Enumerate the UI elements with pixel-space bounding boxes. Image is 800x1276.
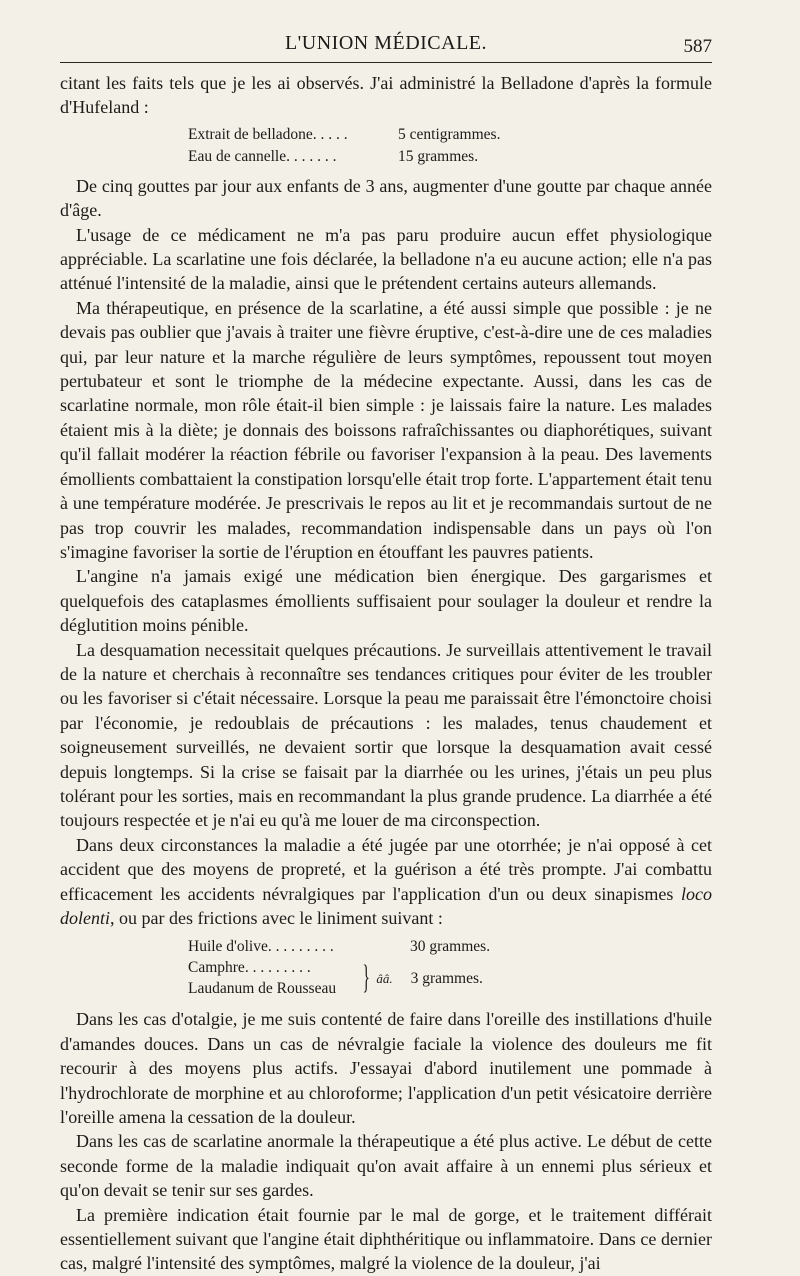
ingredient-dose: 30 grammes. <box>410 938 491 956</box>
ingredient-dose: 15 grammes. <box>398 147 479 165</box>
paragraph-4: Ma thérapeutique, en présence de la scarlatine, a été aussi simple que possible : je ne devais pas oublier que j'avais à traiter une fièvre éruptive, c'est-à-dire une de ces maladies qui, par leur nature et la marche régulière de leurs symptômes, repoussent tout moyen pertubateur et sont le triomphe de la médecine expectante. Aussi, dans les cas de scarlatine normale, mon rôle était-il bien simple : je laissais faire la nature. Les malades étaient mis à la diète; je donnais des boissons rafraîchissantes ou diaphorétiques, suivant qu'il fallait modérer la réaction fébrile ou favoriser l'expansion à la peau. Des lavements émollients combattaient la constipation lorsqu'elle était trop forte. L'appartement était tenu à une température modérée. Je prescrivais le repos au lit et je recommandais surtout de ne pas trop couvrir les malades, recommandation indispensable dans un pays où l'on s'imagine favoriser la sortie de l'éruption en étouffant les pauvres patients. <box>60 297 712 562</box>
formula-liniment <box>188 936 712 999</box>
running-title: L'UNION MÉDICALE. <box>284 32 488 54</box>
paragraph-10: La première indication était fournie par le mal de gorge, et le traitement différait essentiellement suivant que l'angine était diphthéritique ou inflammatoire. Dans ce dernier cas, malgré l'intensité des symptômes, malgré la violence de la douleur, j'ai <box>60 1204 712 1274</box>
page-header <box>60 28 712 63</box>
paragraph-2: De cinq gouttes par jour aux enfants de 3 ans, augmenter d'une goutte par chaque année d'âge. <box>60 175 712 221</box>
grouped-ingredients <box>188 957 358 999</box>
page-number: 587 <box>683 36 712 57</box>
formula-line <box>188 124 712 146</box>
ana-abbreviation: ââ. <box>376 970 393 986</box>
ingredient-name: Camphre. . . . . . . . . <box>188 959 311 977</box>
ingredient-name: Extrait de belladone. . . . . <box>188 125 348 143</box>
paragraph-8: Dans les cas d'otalgie, je me suis contenté de faire dans l'oreille des instillations d'huile d'amandes douces. Dans un cas de névralgie faciale la violence des douleurs me fit recourir à des moyens plus actifs. J'essayai d'abord inutilement une pommade à l'hydrochlorate de morphine et au chloroforme; l'application d'un petit vésicatoire derrière l'oreille amena la cessation de la douleur. <box>60 1009 712 1128</box>
paragraph-7-text: Dans deux circonstances la maladie a été jugée par une otorrhée; je n'ai opposé à cet accident que des moyens de propreté, et la guérison a été très prompte. J'ai combattu efficacement les accidents névralgiques par l'application d'un ou deux sinapismes <box>60 834 712 904</box>
brace-icon: } <box>362 959 370 997</box>
paragraph-3: L'usage de ce médicament ne m'a pas paru produire aucun effet physiologique appréciable. La scarlatine une fois déclarée, la belladone n'a eu aucune action; elle n'a pas atténué l'intensité de la maladie, ainsi que le prétendent certains auteurs allemands. <box>60 224 712 294</box>
formula-line <box>188 936 712 957</box>
paragraph-9: Dans les cas de scarlatine anormale la thérapeutique a été plus active. Le début de cette seconde forme de la maladie indiquait qu'on avait affaire à un ennemi plus sérieux et qu'on devait se tenir sur ses gardes. <box>60 1131 712 1201</box>
ingredient-name: Huile d'olive. . . . . . . . . <box>188 938 334 956</box>
paragraph-1: citant les faits tels que je les ai observés. J'ai administré la Belladone d'après la formule d'Hufeland : <box>60 73 712 118</box>
ingredient-dose: 5 centigrammes. <box>398 125 501 143</box>
paragraph-6: La desquamation necessitait quelques précautions. Je surveillais attentivement le travail de la nature et cherchais à reconnaître ses tendances critiques pour éviter de les troubler ou les favoriser si c'était nécessaire. Lorsque la peau me paraissait être l'émonctoire choisi par l'économie, je redoublais de précautions : les malades, tenus chaudement et soigneusement surveillés, ne devaient sortir que lorsque la desquamation avait cessé depuis longtemps. Si la crise se faisait par la diarrhée ou les urines, j'étais un peu plus tolérant pour les sorties, mais en recommandant la plus grande prudence. La diarrhée a été toujours respectée et je n'ai eu qu'à me louer de ma circonspection. <box>60 639 712 831</box>
formula-line <box>188 146 712 168</box>
ingredient-name: Eau de cannelle. . . . . . . <box>188 147 337 165</box>
paragraph-5: L'angine n'a jamais exigé une médication bien énergique. Des gargarismes et quelquefois des cataplasmes émollients suffisaient pour soulager la douleur et rendre la déglutition moins pénible. <box>60 566 712 636</box>
latin-phrase: loco dolenti <box>60 883 712 928</box>
ingredient-name: Laudanum de Rousseau <box>188 980 337 998</box>
ingredient-dose: 3 grammes. <box>410 969 483 987</box>
body-text <box>60 71 712 1276</box>
formula-group <box>188 957 712 999</box>
paragraph-7 <box>60 833 712 931</box>
paragraph-7-end: , ou par des frictions avec le liniment suivant : <box>110 908 443 928</box>
formula-belladone <box>188 124 712 168</box>
